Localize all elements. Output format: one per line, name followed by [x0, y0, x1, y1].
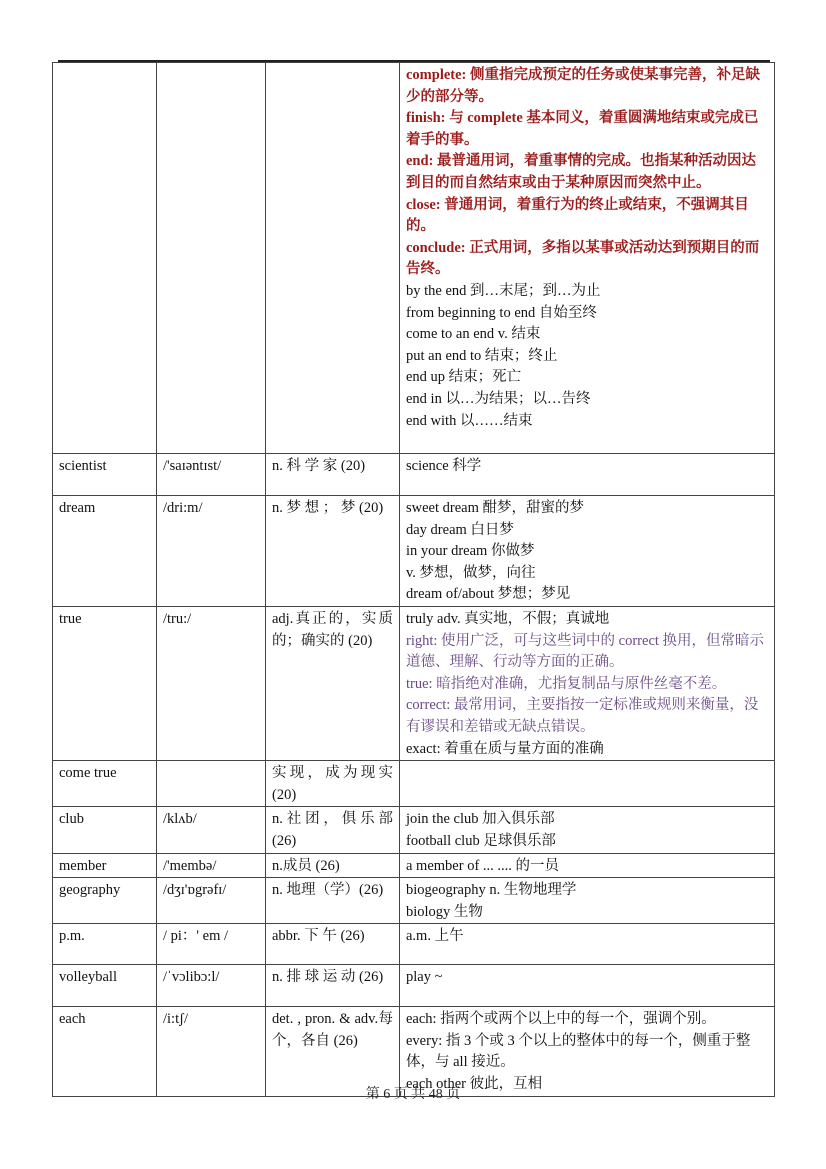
word-cell: member — [53, 853, 157, 878]
note-line: each: 指两个或两个以上中的每一个，强调个别。 — [406, 1011, 716, 1028]
notes-cell — [400, 496, 775, 607]
vocabulary-table — [52, 62, 775, 1097]
note-line: finish: 与 complete 基本同义，着重圆满地结束或完成已着手的事。 — [406, 110, 759, 148]
note-line: by the end 到…末尾；到…为止 — [406, 282, 601, 299]
note-line: true: 暗指绝对准确，尤指复制品与原件丝毫不差。 — [406, 675, 727, 692]
note-line: science 科学 — [406, 458, 482, 474]
note-line: in your dream 你做梦 — [406, 543, 535, 560]
note-line: a.m. 上午 — [406, 928, 464, 945]
notes-cell — [400, 761, 775, 807]
note-line: conclude: 正式用词，多指以某事或活动达到预期目的而告终。 — [406, 239, 760, 278]
word-cell: volleyball — [53, 965, 157, 1007]
table-row — [53, 965, 775, 1007]
phonetic-cell: /'saɪəntɪst/ — [157, 454, 266, 496]
phonetic-cell: /dʒɪ'ɒgrəfɪ/ — [157, 878, 266, 924]
notes-cell — [400, 965, 775, 1007]
meaning-cell: adj.真正的，实质的；确实的 (20) — [266, 606, 400, 760]
meaning-cell — [266, 63, 400, 454]
table-row — [53, 878, 775, 924]
meaning-cell: n. 排 球 运 动 (26) — [266, 965, 400, 1007]
note-line: day dream 白日梦 — [406, 521, 514, 538]
note-line: a member of ... .... 的一员 — [406, 857, 560, 874]
phonetic-cell: /dri:m/ — [157, 496, 266, 607]
note-line: close: 普通用词，着重行为的终止或结束，不强调其目的。 — [406, 196, 749, 235]
word-cell — [53, 63, 157, 454]
note-line: join the club 加入俱乐部 — [406, 811, 555, 828]
phonetic-cell — [157, 761, 266, 807]
table-row — [53, 853, 775, 878]
page-footer: 第 6 页 共 48 页 — [365, 1087, 461, 1102]
word-cell: each — [53, 1007, 157, 1096]
table-row — [53, 924, 775, 965]
notes-cell — [400, 807, 775, 853]
note-line: from beginning to end 自始至终 — [406, 304, 597, 321]
notes-cell — [400, 606, 775, 760]
note-line: sweet dream 酣梦，甜蜜的梦 — [406, 500, 584, 516]
meaning-cell: n. 科 学 家 (20) — [266, 454, 400, 496]
phonetic-cell: / pi：' em / — [157, 924, 266, 965]
meaning-cell: n. 梦 想 ； 梦 (20) — [266, 496, 400, 607]
notes-cell — [400, 63, 775, 454]
phonetic-cell: /i:tʃ/ — [157, 1007, 266, 1096]
table-row — [53, 606, 775, 760]
word-cell: dream — [53, 496, 157, 607]
note-line: right: 使用广泛，可与这些词中的 correct 换用，但常暗示道德、理解、行动等方面的正确。 — [406, 632, 765, 671]
note-line: each other 彼此，互相 — [406, 1076, 543, 1093]
note-line: end: 最普通用词，着重事情的完成。也指某种活动因达到目的而自然结束或由于某种原因而突然中止。 — [406, 153, 757, 191]
word-cell: true — [53, 606, 157, 760]
phonetic-cell: /klʌb/ — [157, 807, 266, 853]
table-row — [53, 63, 775, 454]
note-line: come to an end v. 结束 — [406, 326, 541, 343]
word-cell: geography — [53, 878, 157, 924]
table-row — [53, 496, 775, 607]
meaning-cell: n.成员 (26) — [266, 853, 400, 878]
word-cell: p.m. — [53, 924, 157, 965]
word-cell: come true — [53, 761, 157, 807]
notes-cell — [400, 878, 775, 924]
note-line: end in 以…为结果；以…告终 — [406, 390, 591, 407]
meaning-cell: n.社团，俱乐部 (26) — [266, 807, 400, 853]
table-row — [53, 807, 775, 853]
note-line: football club 足球俱乐部 — [406, 832, 556, 849]
table-row — [53, 454, 775, 496]
note-line: put an end to 结束；终止 — [406, 347, 558, 364]
meaning-cell: n. 地理（学）(26) — [266, 878, 400, 924]
note-line: correct: 最常用词，主要指按一定标准或规则来衡量，没有谬误和差错或无缺点错误。 — [406, 697, 759, 735]
word-cell: club — [53, 807, 157, 853]
notes-cell — [400, 924, 775, 965]
phonetic-cell: /ˈvɔlibɔ:l/ — [157, 965, 266, 1007]
phonetic-cell: /'membə/ — [157, 853, 266, 878]
note-line: end up 结束；死亡 — [406, 369, 522, 386]
note-line: complete: 侧重指完成预定的任务或使某事完善，补足缺少的部分等。 — [406, 67, 761, 105]
note-line: dream of/about 梦想；梦见 — [406, 586, 571, 603]
note-line: play ~ — [406, 969, 443, 986]
note-line: biology 生物 — [406, 903, 483, 920]
notes-cell — [400, 454, 775, 496]
word-cell: scientist — [53, 454, 157, 496]
note-line: truly adv. 真实地，不假；真诚地 — [406, 610, 610, 627]
note-line: every: 指 3 个或 3 个以上的整体中的每一个，侧重于整体，与 all 接近。 — [406, 1032, 751, 1071]
note-line: end with 以……结束 — [406, 412, 533, 429]
note-line: biogeography n. 生物地理学 — [406, 882, 577, 899]
table-row — [53, 761, 775, 807]
note-line: exact: 着重在质与量方面的准确 — [406, 740, 604, 757]
meaning-cell: det. , pron. & adv.每个，各自 (26) — [266, 1007, 400, 1096]
meaning-cell: 实现，成为现实 (20) — [266, 761, 400, 807]
phonetic-cell — [157, 63, 266, 454]
phonetic-cell: /tru:/ — [157, 606, 266, 760]
notes-cell — [400, 853, 775, 878]
note-line: v. 梦想，做梦，向往 — [406, 564, 536, 581]
meaning-cell: abbr. 下 午 (26) — [266, 924, 400, 965]
